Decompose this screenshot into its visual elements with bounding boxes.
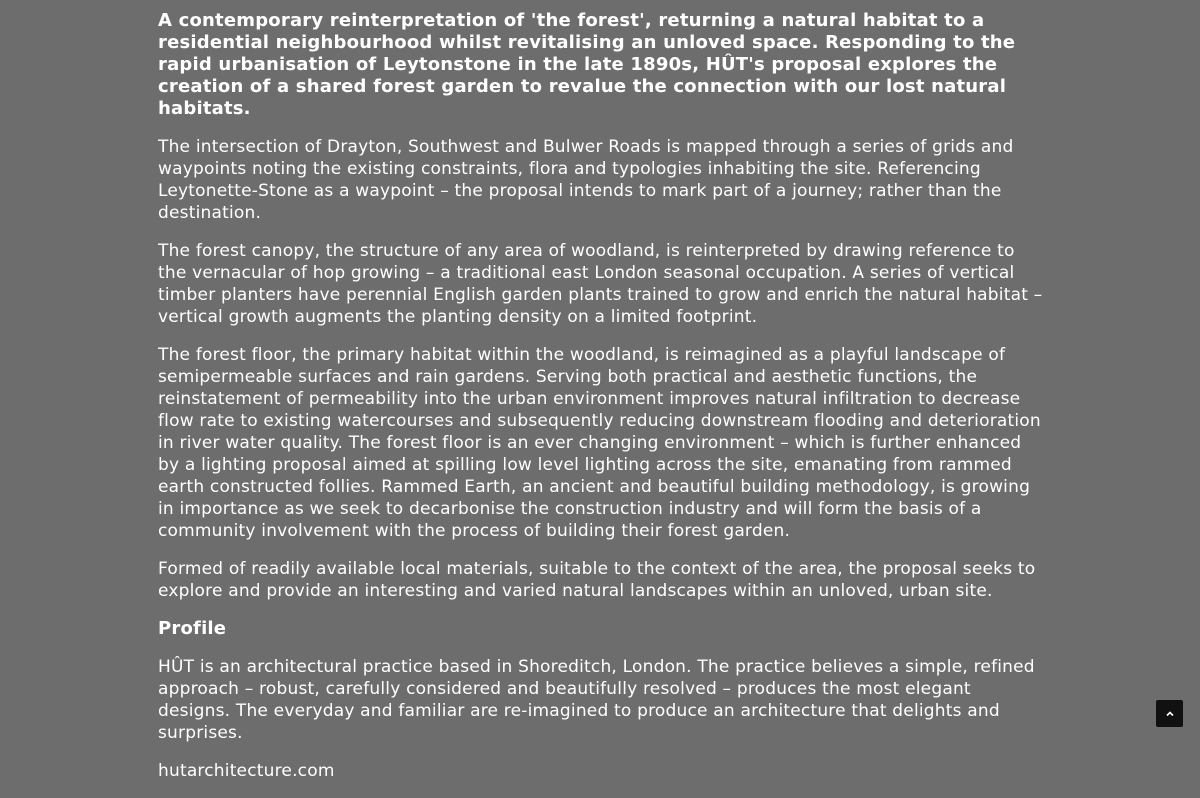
paragraph-canopy: The forest canopy, the structure of any area of woodland, is reinterpreted by drawing reference to the vernacular of hop growing – a traditional east London seasonal occupation. A series of vertical timber planters have perennial English garden plants trained to grow and enrich the natural habitat – vertical growth augments the planting density on a limited footprint. — [158, 241, 1043, 327]
paragraph-forest-floor: The forest floor, the primary habitat within the woodland, is reimagined as a playful landscape of semipermeable surfaces and rain gardens. Serving both practical and aesthetic functions, the reinstatement of permeability into the urban environment improves natural infiltration to decrease flow rate to existing watercourses and subsequently reducing downstream flooding and deterioration in river water quality. The forest floor is an ever changing environment – which is further enhanced by a lighting proposal aimed at spilling low level lighting across the site, emanating from rammed earth constructed follies. Rammed Earth, an ancient and beautiful building methodology, is growing in importance as we seek to decarbonise the construction industry and will form the basis of a community involvement with the process of building their forest garden. — [158, 345, 1041, 541]
project-description — [158, 10, 1048, 798]
website-link[interactable]: hutarchitecture.com — [158, 761, 335, 781]
intro-paragraph: A contemporary reinterpretation of 'the forest', returning a natural habitat to a residential neighbourhood whilst revitalising an unloved space. Responding to the rapid urbanisation of Leytonstone in the late 1890s, HÛT's proposal explores the creation of a shared forest garden to revalue the connection with our lost natural habitats. — [158, 10, 1016, 119]
back-to-top-button[interactable] — [1156, 700, 1183, 727]
profile-text: HÛT is an architectural practice based in Shoreditch, London. The practice believes a simple, refined approach – robust, carefully considered and beautifully resolved – produces the most elegant designs. The everyday and familiar are re-imagined to produce an architecture that delights and surprises. — [158, 657, 1035, 743]
paragraph-site: The intersection of Drayton, Southwest and Bulwer Roads is mapped through a series of grids and waypoints noting the existing constraints, flora and typologies inhabiting the site. Referencing Leytonette-Stone as a waypoint – the proposal intends to mark part of a journey; rather than the destination. — [158, 137, 1014, 223]
chevron-up-icon — [1165, 710, 1175, 718]
profile-heading: Profile — [158, 618, 227, 639]
paragraph-materials: Formed of readily available local materials, suitable to the context of the area, the proposal seeks to explore and provide an interesting and varied natural landscapes within an unloved, urban site. — [158, 559, 1036, 601]
